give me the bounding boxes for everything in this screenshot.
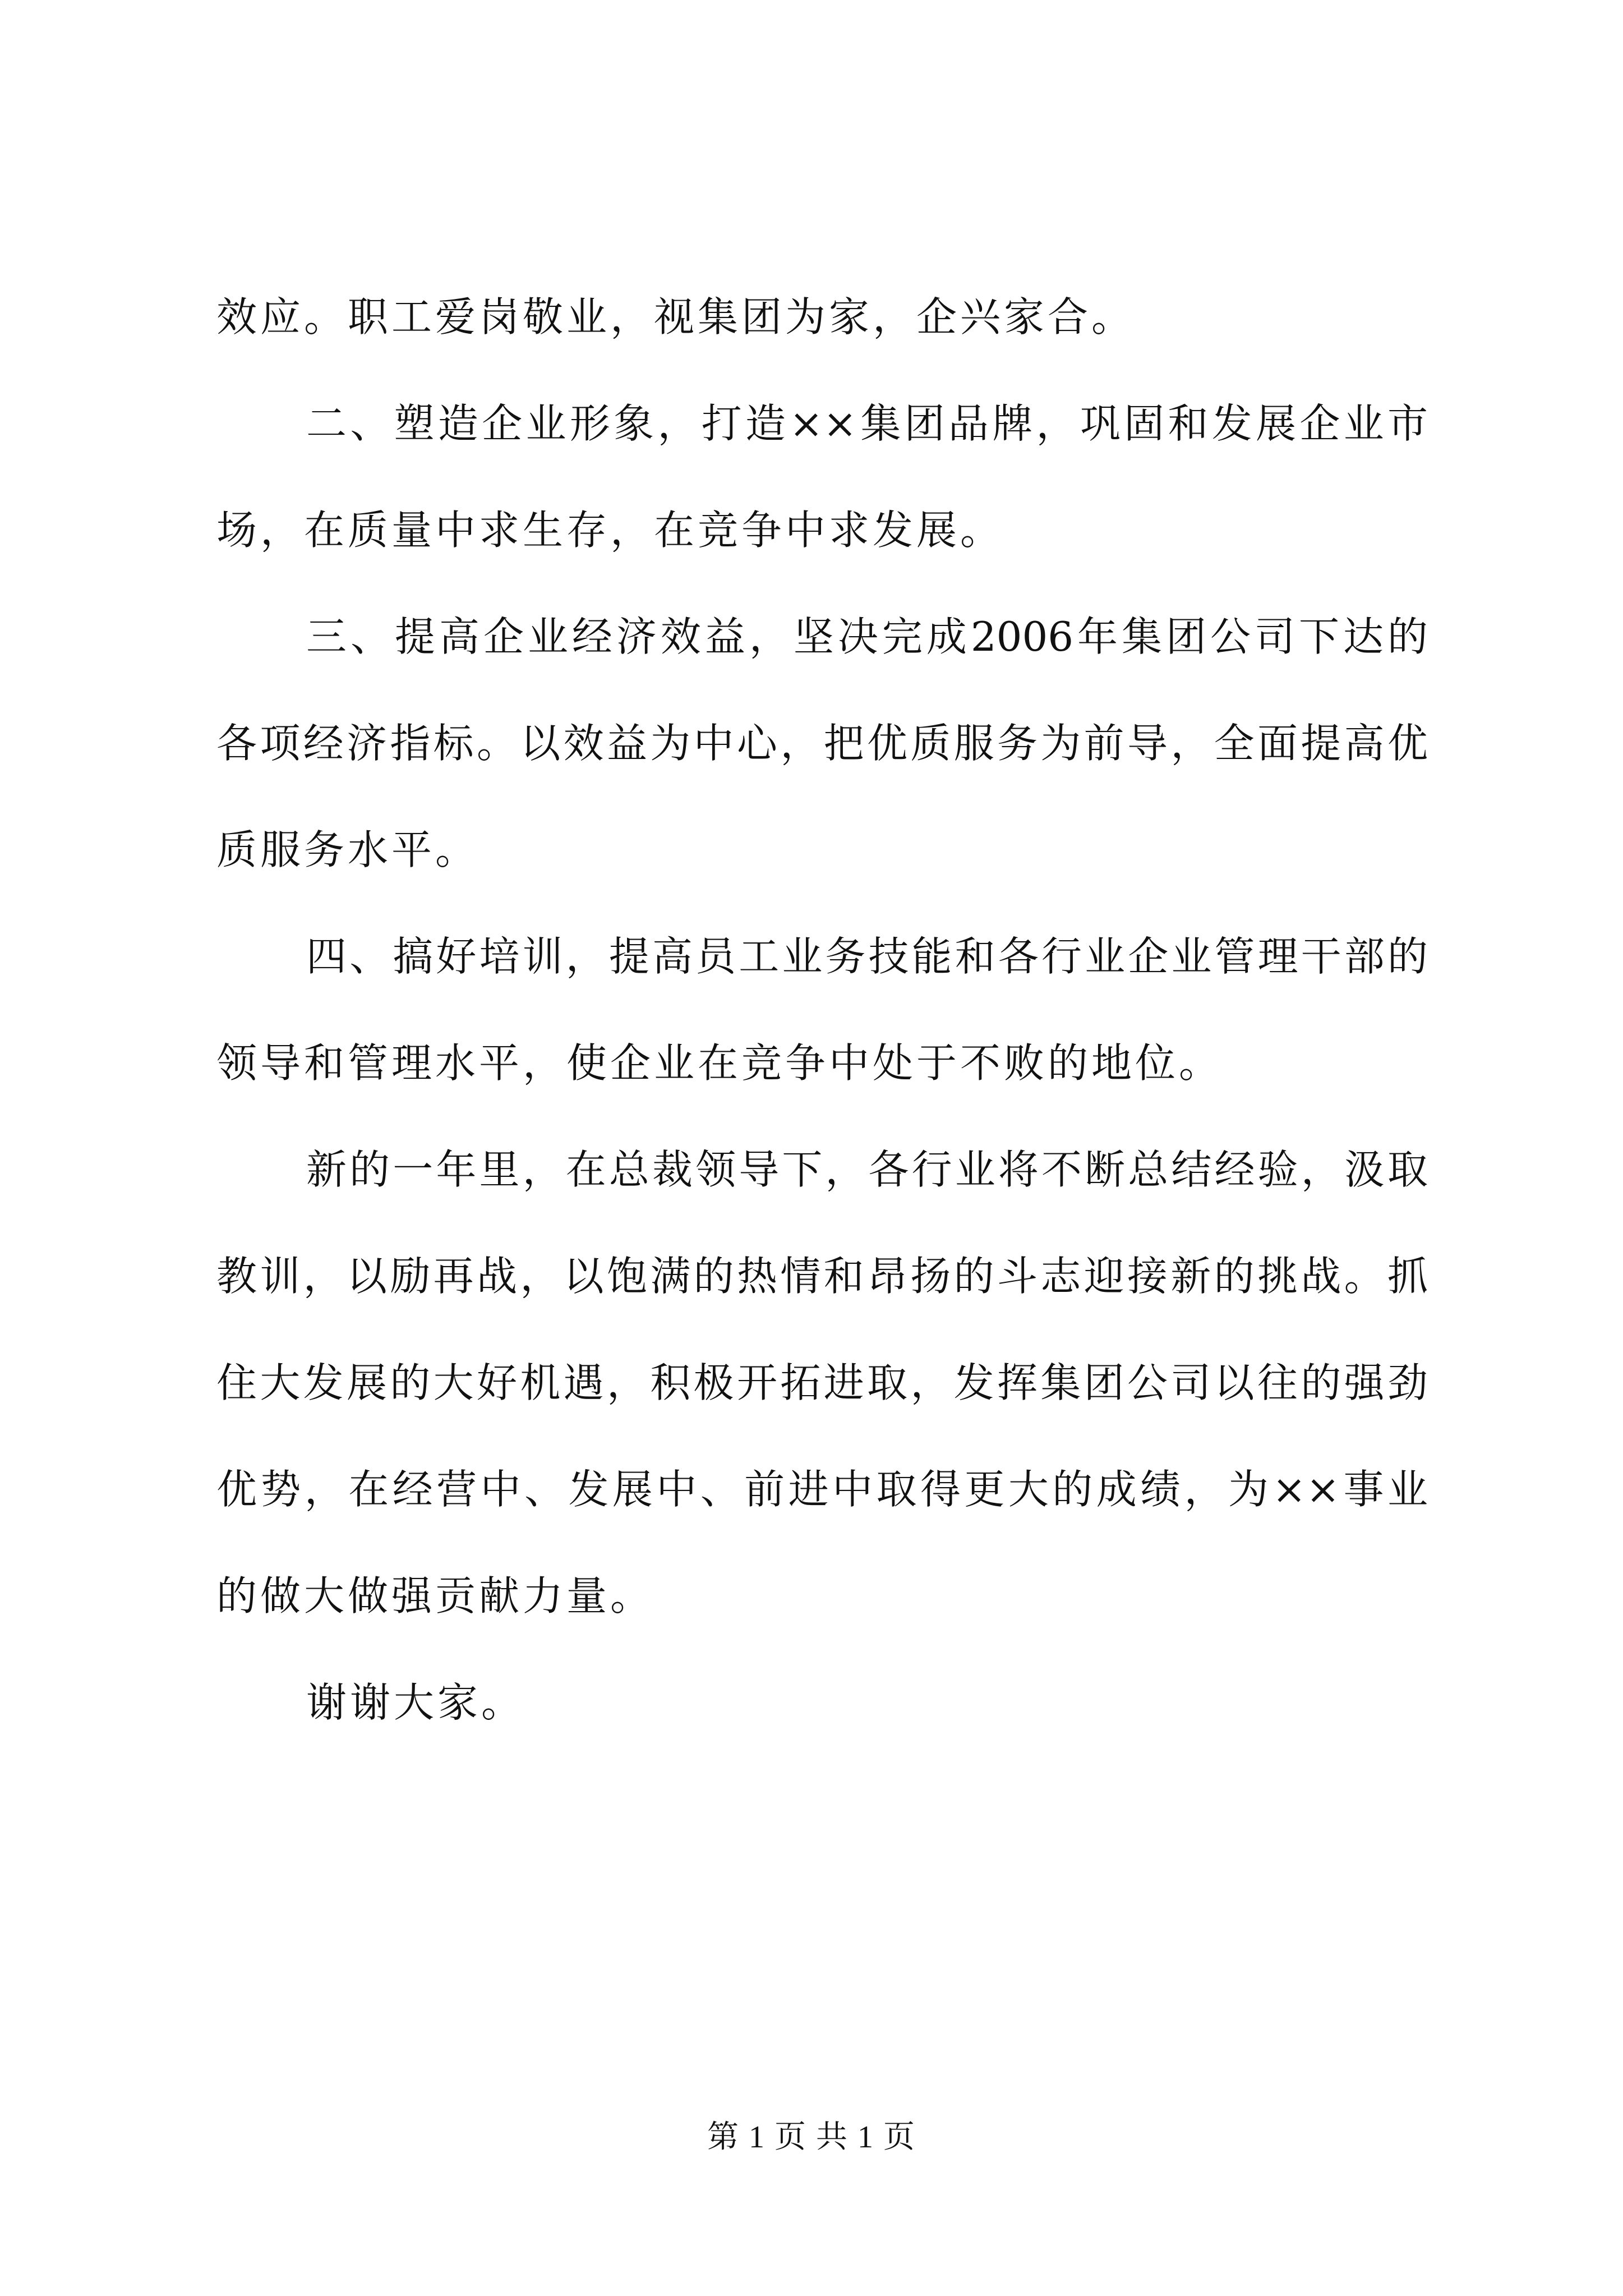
text-line: 四、搞好培训，提高员工业务技能和各行业企业管理干部的 [306,933,1428,980]
text-line: 优势，在经营中、发展中、前进中取得更大的成绩，为××事业 [216,1466,1428,1513]
text-line: 质服务水平。 [216,826,479,873]
text-line: 新的一年里，在总裁领导下，各行业将不断总结经验，汲取 [306,1146,1428,1193]
text-line: 住大发展的大好机遇，积极开拓进取，发挥集团公司以往的强劲 [216,1359,1428,1406]
text-line: 效应。职工爱岗敬业，视集团为家，企兴家合。 [216,293,1136,341]
text-line: 谢谢大家。 [306,1679,525,1726]
text-line: 二、塑造企业形象，打造××集团品牌，巩固和发展企业市 [306,400,1428,447]
document-body [216,264,1428,1756]
text-line: 领导和管理水平，使企业在竞争中处于不败的地位。 [216,1039,1223,1087]
page-number-label: 第 1 页 共 1 页 [707,2120,916,2155]
text-line: 三、提高企业经济效益，坚决完成2006年集团公司下达的 [306,613,1428,660]
text-line: 场，在质量中求生存，在竞争中求发展。 [216,507,1004,554]
page-footer [0,2115,1623,2160]
text-line: 的做大做强贡献力量。 [216,1572,654,1619]
text-line: 各项经济指标。以效益为中心，把优质服务为前导，全面提高优 [216,720,1428,767]
text-line: 教训，以励再战，以饱满的热情和昂扬的斗志迎接新的挑战。抓 [216,1253,1428,1300]
